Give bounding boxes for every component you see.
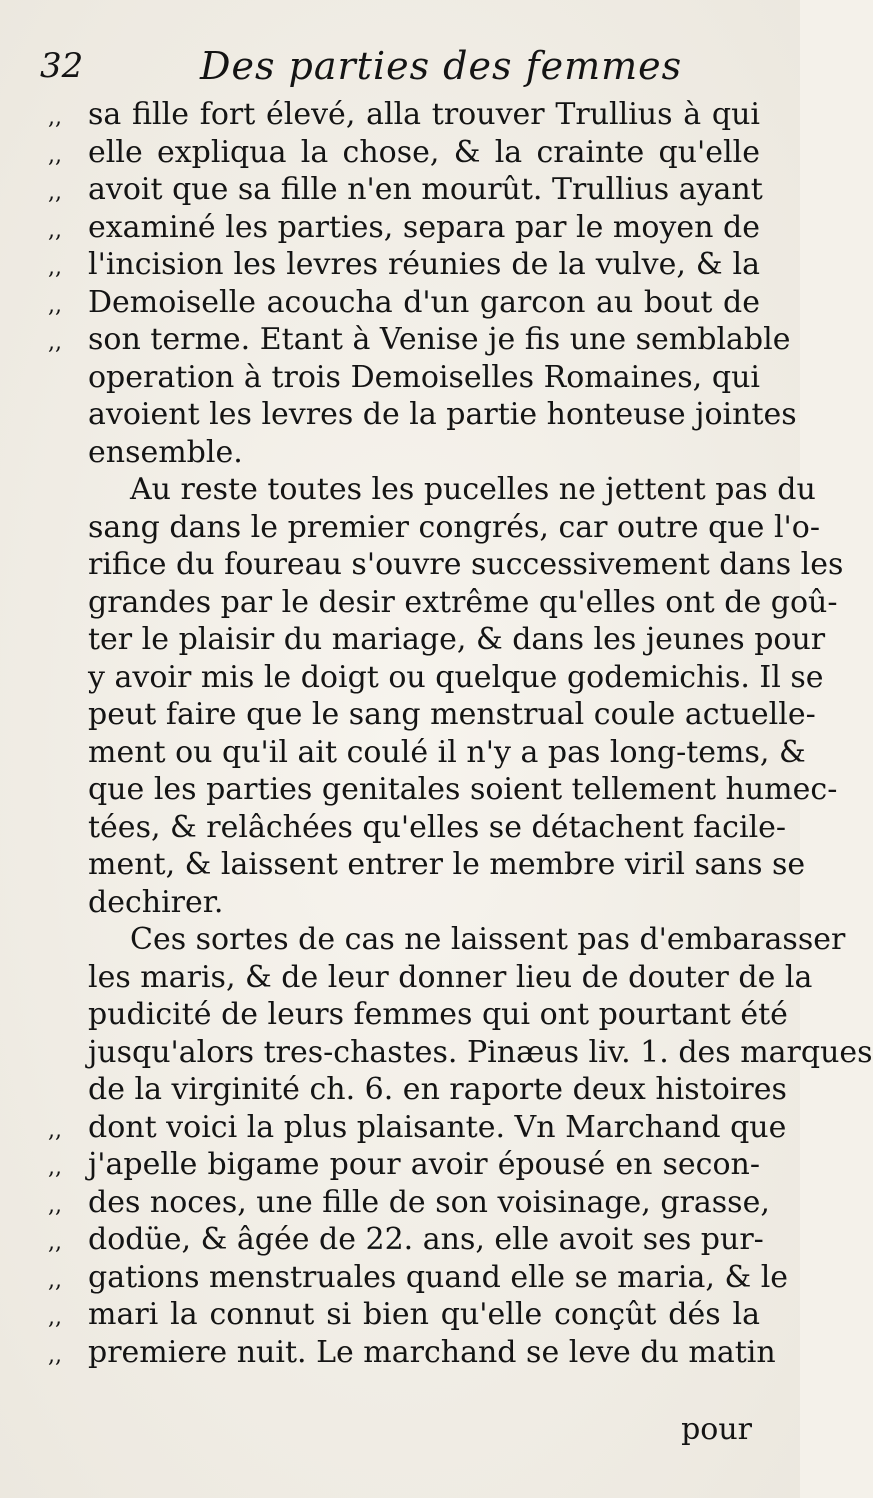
line-text: examiné les parties, separa par le moyen de <box>88 209 760 245</box>
text-line <box>48 134 760 172</box>
page-number: 32 <box>40 46 84 86</box>
line-text: ter le plaisir du mariage, & dans les jeunes pour <box>88 622 826 657</box>
line-text: dodüe, & âgée de 22. ans, elle avoit ses pur- <box>88 1222 764 1257</box>
line-text: mari la connut si bien qu'elle conçût dés la <box>88 1297 760 1332</box>
text-line <box>48 696 816 734</box>
line-text: elle expliqua la chose, & la crainte qu'elle <box>88 134 760 170</box>
text-line <box>48 1034 873 1072</box>
line-text: ment ou qu'il ait coulé il n'y a pas long-tems, & <box>88 734 806 770</box>
quote-mark: ,, <box>48 180 62 205</box>
text-line <box>48 171 763 209</box>
text-line <box>48 584 838 622</box>
quote-mark: ,, <box>48 1342 62 1368</box>
line-text: rifice du foureau s'ouvre successivement dans les <box>88 547 844 582</box>
quote-mark: ,, <box>48 330 62 355</box>
line-text: ensemble. <box>88 434 243 470</box>
quote-mark: ,, <box>48 292 62 318</box>
line-text: jusqu'alors tres-chastes. Pinæus liv. 1. des marques <box>88 1034 873 1070</box>
text-line <box>48 1334 776 1372</box>
line-text: sang dans le premier congrés, car outre que l'o- <box>88 509 820 545</box>
line-text: de la virginité ch. 6. en raporte deux histoires <box>88 1072 787 1107</box>
text-line <box>48 246 760 284</box>
text-line <box>48 659 824 697</box>
text-line <box>48 471 816 509</box>
quote-mark: ,, <box>48 1305 62 1330</box>
text-line <box>48 396 797 434</box>
line-text: ment, & laissent entrer le membre viril sans se <box>88 847 806 882</box>
text-line <box>48 1221 764 1259</box>
line-text: avoient les levres de la partie honteuse jointes <box>88 397 797 432</box>
text-line <box>48 621 826 659</box>
line-text: son terme. Etant à Venise je fis une semblable <box>88 322 791 357</box>
text-line <box>48 809 787 847</box>
page-header <box>40 40 760 100</box>
line-text: pudicité de leurs femmes qui ont pourtant été <box>88 997 788 1032</box>
catchword: pour <box>681 1412 752 1447</box>
line-text: les maris, & de leur donner lieu de douter de la <box>88 959 813 995</box>
line-text: que les parties genitales soient tellement humec- <box>88 772 838 807</box>
quote-mark: ,, <box>48 1155 62 1180</box>
text-line <box>48 1259 789 1297</box>
text-line <box>48 846 806 884</box>
line-text: j'apelle bigame pour avoir épousé en secon- <box>88 1147 760 1182</box>
line-text: peut faire que le sang menstrual coule actuelle- <box>88 697 816 732</box>
body-text <box>48 96 873 1371</box>
line-text: Au reste toutes les pucelles ne jettent pas du <box>130 472 816 507</box>
line-text: l'incision les levres réunies de la vulve, & la <box>88 247 760 282</box>
line-text: avoit que sa fille n'en mourût. Trullius ayant <box>88 172 763 207</box>
line-text: dechirer. <box>88 884 224 920</box>
text-line <box>48 959 813 997</box>
text-line <box>48 1296 760 1334</box>
quote-mark: ,, <box>48 142 62 168</box>
line-text: gations menstruales quand elle se maria, & le <box>88 1259 789 1295</box>
text-line <box>48 734 806 772</box>
quote-mark: ,, <box>48 1192 62 1218</box>
line-text: operation à trois Demoiselles Romaines, qui <box>88 359 760 395</box>
text-line <box>48 546 844 584</box>
quote-mark: ,, <box>48 1267 62 1293</box>
quote-mark: ,, <box>48 1230 62 1255</box>
quote-mark: ,, <box>48 255 62 280</box>
text-line <box>48 1184 770 1222</box>
line-text: y avoir mis le doigt ou quelque godemichis. Il se <box>88 659 824 695</box>
line-text: Demoiselle acoucha d'un garcon au bout de <box>88 284 760 320</box>
line-text: tées, & relâchées qu'elles se détachent facile- <box>88 809 787 845</box>
quote-mark: ,, <box>48 105 62 130</box>
text-line <box>48 771 838 809</box>
text-line <box>48 321 791 359</box>
text-line <box>48 209 760 247</box>
text-line <box>48 1146 760 1184</box>
quote-mark: ,, <box>48 1117 62 1143</box>
line-text: Ces sortes de cas ne laissent pas d'embarasser <box>130 922 846 957</box>
line-text: dont voici la plus plaisante. Vn Marchand que <box>88 1109 787 1145</box>
text-line <box>48 996 788 1034</box>
text-line <box>48 1071 787 1109</box>
text-line <box>48 1109 787 1147</box>
text-line <box>48 884 760 922</box>
line-text: premiere nuit. Le marchand se leve du matin <box>88 1334 776 1370</box>
text-line <box>48 359 760 397</box>
text-line <box>48 96 760 134</box>
quote-mark: ,, <box>48 217 62 243</box>
text-line <box>48 434 760 472</box>
line-text: des noces, une fille de son voisinage, grasse, <box>88 1184 770 1220</box>
text-line <box>48 284 760 322</box>
running-title: Des parties des femmes <box>200 44 683 88</box>
line-text: grandes par le desir extrême qu'elles ont de goû- <box>88 584 838 620</box>
text-line <box>48 921 846 959</box>
line-text: sa fille fort élevé, alla trouver Trullius à qui <box>88 97 760 132</box>
text-line <box>48 509 820 547</box>
